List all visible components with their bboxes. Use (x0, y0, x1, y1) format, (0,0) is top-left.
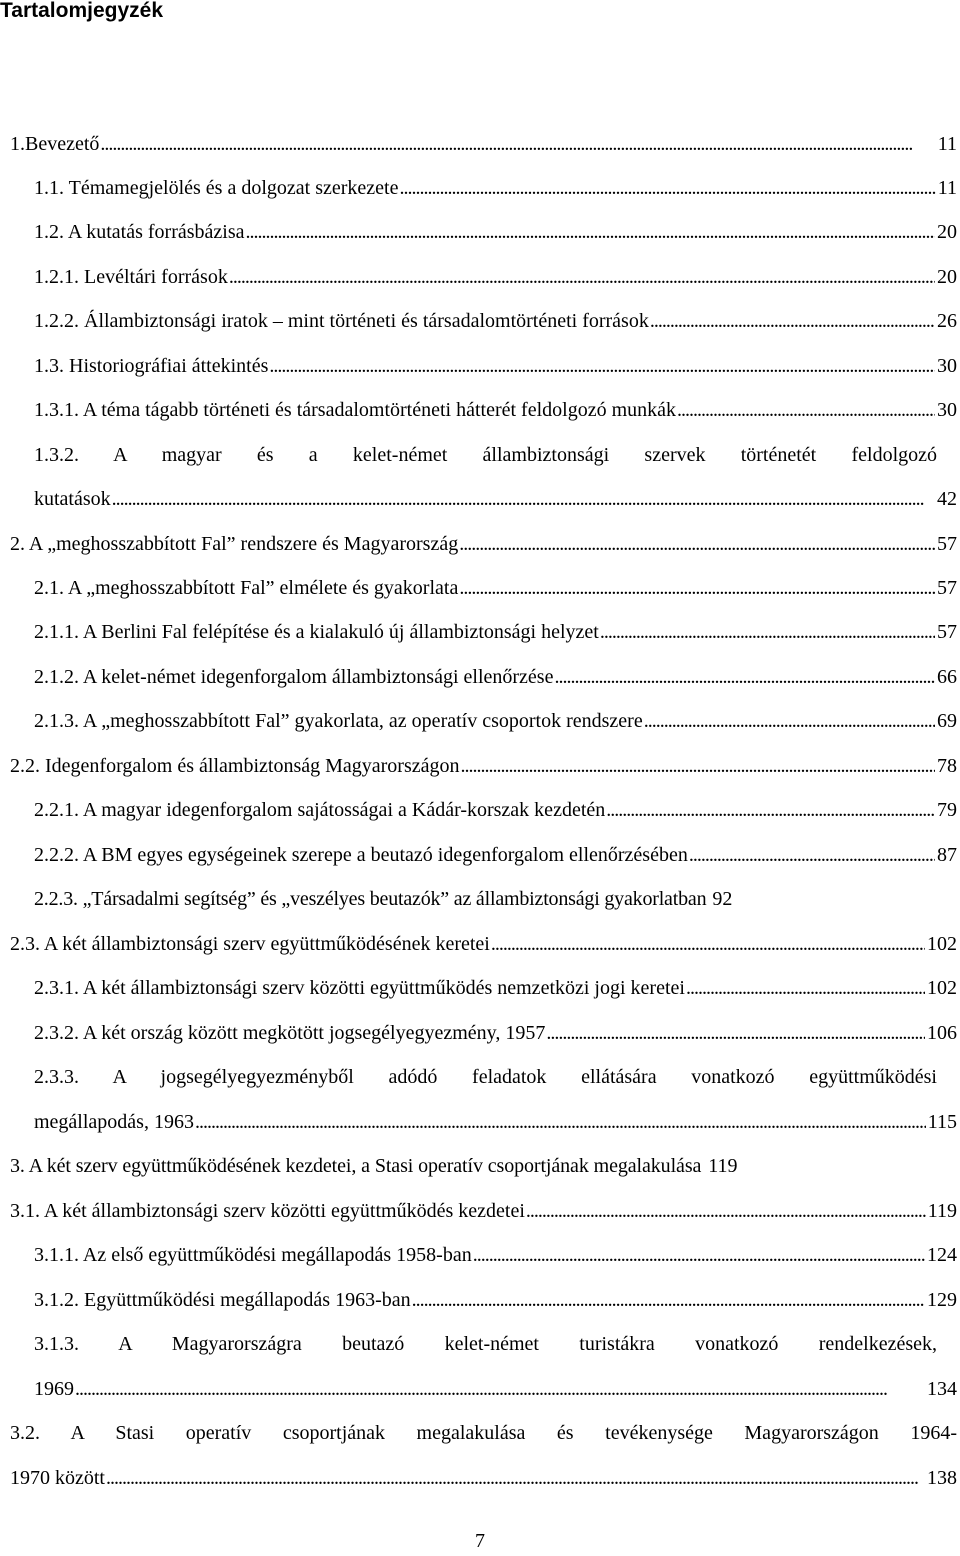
toc-dot-leader (606, 795, 935, 825)
toc-entry-page: 92 (712, 888, 733, 910)
toc-entry[interactable] (34, 1018, 957, 1048)
toc-entry-title: 3.1.1. Az első együttműködési megállapodás 1958-ban (34, 1244, 472, 1266)
toc-entry-continuation[interactable] (34, 1374, 957, 1404)
toc-entry-page: 102 (927, 933, 957, 955)
toc-dot-leader (554, 662, 935, 692)
toc-entry-title: 2. A „meghosszabbított Fal” rendszere és Magyarország (10, 533, 459, 555)
toc-entry[interactable] (34, 395, 957, 425)
toc-entry-title: 1.2. A kutatás forrásbázisa (34, 221, 245, 243)
toc-entry[interactable] (34, 351, 957, 381)
toc-entry-page: 30 (937, 399, 957, 421)
toc-entry-title: 2.3.2. A két ország között megkötött jogsegélyegyezmény, 1957 (34, 1022, 546, 1044)
toc-entry-title-continued: megállapodás, 1963 (34, 1111, 194, 1133)
toc-entry-title: 2.2.3. „Társadalmi segítség” és „veszélyes beutazók” az állambiztonsági gyakorlatban (34, 888, 707, 910)
toc-entry-page: 78 (937, 755, 957, 777)
toc-entry[interactable] (34, 662, 957, 692)
toc-dot-leader (100, 129, 935, 159)
toc-entry[interactable] (34, 795, 957, 825)
toc-dot-leader (644, 706, 935, 736)
toc-entry-title: 3. A két szerv együttműködésének kezdetei, a Stasi operatív csoportjának megalakulása (10, 1155, 702, 1177)
toc-entry-page: 119 (708, 1155, 738, 1177)
toc-dot-leader (229, 262, 935, 292)
toc-entry[interactable] (34, 217, 957, 247)
page-title: Tartalomjegyzék (0, 0, 164, 22)
page-number: 7 (475, 1530, 485, 1552)
toc-dot-leader (106, 1463, 925, 1493)
toc-dot-leader (491, 929, 925, 959)
toc-entry-page: 124 (927, 1244, 957, 1266)
toc-entry-title-continued: 1970 között (10, 1467, 105, 1489)
toc-dot-leader (412, 1285, 925, 1315)
toc-entry-page: 20 (937, 221, 957, 243)
toc-entry[interactable] (34, 306, 957, 336)
toc-entry-page: 42 (937, 488, 957, 510)
toc-dot-leader (526, 1196, 926, 1226)
toc-entry-page: 30 (937, 355, 957, 377)
toc-entry[interactable] (10, 751, 957, 781)
toc-entry[interactable] (10, 129, 957, 159)
toc-entry-title: 1.Bevezető (10, 133, 100, 155)
toc-entry-title: 1.3. Historiográfiai áttekintés (34, 355, 269, 377)
toc-dot-leader (269, 351, 935, 381)
toc-entry-page: 57 (937, 621, 957, 643)
toc-entry[interactable] (10, 929, 957, 959)
toc-dot-leader (459, 573, 935, 603)
toc-entry-title: 1.2.2. Állambiztonsági iratok – mint történeti és társadalomtörténeti források (34, 310, 649, 332)
toc-entry-continuation[interactable] (34, 1107, 957, 1137)
toc-entry[interactable] (10, 529, 957, 559)
toc-entry-title: 3.1. A két állambiztonsági szerv közötti együttműködés kezdetei (10, 1200, 525, 1222)
toc-entry-page: 102 (927, 977, 957, 999)
toc-entry-title: 1.1. Témamegjelölés és a dolgozat szerkezete (34, 177, 399, 199)
toc-entry-page: 69 (937, 710, 957, 732)
toc-entry-page: 57 (937, 577, 957, 599)
toc-entry-page: 26 (937, 310, 957, 332)
toc-entry[interactable] (34, 573, 957, 603)
toc-entry-page: 129 (927, 1289, 957, 1311)
toc-entry[interactable] (10, 1151, 957, 1181)
toc-entry-title: 2.1.1. A Berlini Fal felépítése és a kialakuló új állambiztonsági helyzet (34, 621, 599, 643)
toc-dot-leader (246, 217, 936, 247)
toc-entry-continuation[interactable] (10, 1463, 957, 1493)
toc-entry-title: 2.3. A két állambiztonsági szerv együttműködésének keretei (10, 933, 490, 955)
toc-entry-page: 138 (927, 1467, 957, 1489)
toc-entry-page: 57 (937, 533, 957, 555)
toc-dot-leader (650, 306, 935, 336)
toc-entry-page: 119 (927, 1200, 957, 1222)
toc-entry-page: 134 (927, 1378, 957, 1400)
toc-entry-title[interactable]: 1.3.2. A magyar és a kelet-német állambiztonsági szervek történetét feldolgozó (34, 444, 937, 466)
toc-entry-title: 3.1.2. Együttműködési megállapodás 1963-ban (34, 1289, 411, 1311)
toc-entry[interactable] (34, 262, 957, 292)
toc-dot-leader (459, 529, 935, 559)
toc-entry[interactable] (34, 1240, 957, 1270)
toc-entry-page: 11 (937, 133, 957, 155)
toc-entry[interactable] (34, 884, 957, 914)
toc-entry-title[interactable]: 3.1.3. A Magyarországra beutazó kelet-német turistákra vonatkozó rendelkezések, (34, 1333, 937, 1355)
toc-entry-title: 2.1. A „meghosszabbított Fal” elmélete és gyakorlata (34, 577, 459, 599)
toc-dot-leader (75, 1374, 925, 1404)
toc-entry-title: 2.2.2. A BM egyes egységeinek szerepe a beutazó idegenforgalom ellenőrzésében (34, 844, 688, 866)
toc-dot-leader (546, 1018, 925, 1048)
toc-entry-page: 79 (937, 799, 957, 821)
toc-entry-page: 106 (927, 1022, 957, 1044)
toc-entry[interactable] (34, 840, 957, 870)
toc-entry-title: 2.1.3. A „meghosszabbított Fal” gyakorlata, az operatív csoportok rendszere (34, 710, 643, 732)
toc-entry-page: 87 (937, 844, 957, 866)
toc-dot-leader (600, 617, 935, 647)
toc-entry[interactable] (34, 706, 957, 736)
toc-dot-leader (399, 173, 935, 203)
toc-entry[interactable] (34, 173, 957, 203)
toc-dot-leader (473, 1240, 925, 1270)
toc-entry[interactable] (10, 1196, 957, 1226)
toc-dot-leader (112, 484, 935, 514)
toc-entry-title[interactable]: 2.3.3. A jogsegélyegyezményből adódó feladatok ellátására vonatkozó együttműködési (34, 1066, 937, 1088)
toc-dot-leader (461, 751, 936, 781)
toc-entry-page: 66 (937, 666, 957, 688)
toc-entry[interactable] (34, 617, 957, 647)
toc-entry-title-continued: kutatások (34, 488, 111, 510)
toc-entry-title-continued: 1969 (34, 1378, 74, 1400)
toc-dot-leader (686, 973, 925, 1003)
toc-entry-title: 1.3.1. A téma tágabb történeti és társadalomtörténeti hátterét feldolgozó munkák (34, 399, 677, 421)
toc-dot-leader (677, 395, 935, 425)
toc-entry-page: 115 (927, 1111, 957, 1133)
toc-entry[interactable] (34, 973, 957, 1003)
toc-entry-page: 11 (937, 177, 957, 199)
toc-entry-title: 2.1.2. A kelet-német idegenforgalom állambiztonsági ellenőrzése (34, 666, 554, 688)
toc-entry[interactable] (34, 1285, 957, 1315)
toc-entry-title: 2.2.1. A magyar idegenforgalom sajátosságai a Kádár-korszak kezdetén (34, 799, 606, 821)
toc-entry-page: 20 (937, 266, 957, 288)
toc-entry-title: 2.3.1. A két állambiztonsági szerv közötti együttműködés nemzetközi jogi keretei (34, 977, 685, 999)
toc-entry-title[interactable]: 3.2. A Stasi operatív csoportjának megalakulása és tevékenysége Magyarországon 1964- (10, 1422, 957, 1444)
toc-dot-leader (689, 840, 935, 870)
toc-entry-continuation[interactable] (34, 484, 957, 514)
toc-dot-leader (195, 1107, 926, 1137)
toc-entry-title: 1.2.1. Levéltári források (34, 266, 228, 288)
toc-entry-title: 2.2. Idegenforgalom és állambiztonság Magyarországon (10, 755, 460, 777)
